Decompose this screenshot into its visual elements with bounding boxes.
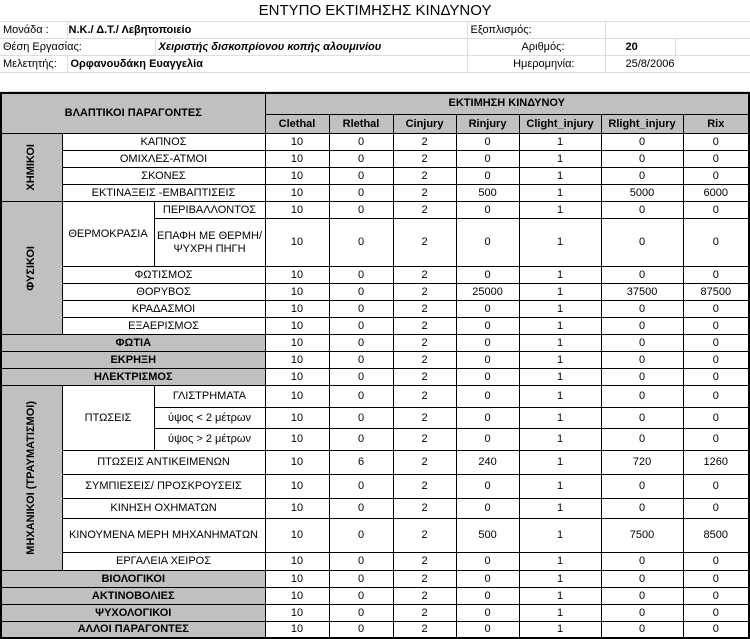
- table-row: [1, 318, 749, 335]
- value-cell[interactable]: 1: [519, 168, 601, 185]
- value-cell[interactable]: 10: [265, 369, 329, 386]
- unit-value[interactable]: Ν.Κ./ Δ.Τ./ Λεβητοποιείο: [67, 21, 467, 38]
- value-cell[interactable]: 2: [393, 284, 456, 301]
- subgroup-temperature: ΘΕΡΜΟΚΡΑΣΙΑ: [62, 202, 154, 267]
- value-cell[interactable]: 0: [683, 301, 749, 318]
- value-cell[interactable]: 1: [519, 185, 601, 202]
- factors-header: ΒΛΑΠΤΙΚΟΙ ΠΑΡΑΓΟΝΤΕΣ: [1, 93, 265, 134]
- value-cell[interactable]: 2: [393, 202, 456, 219]
- value-cell[interactable]: 2: [393, 301, 456, 318]
- value-cell[interactable]: 1: [519, 622, 601, 638]
- value-cell[interactable]: 1: [519, 352, 601, 369]
- value-cell[interactable]: 1: [519, 519, 601, 553]
- value-cell[interactable]: 0: [683, 429, 749, 451]
- value-cell[interactable]: 1: [519, 408, 601, 429]
- table-row: [1, 151, 749, 168]
- value-cell[interactable]: 0: [329, 499, 393, 519]
- value-cell[interactable]: 0: [456, 151, 519, 168]
- value-cell[interactable]: 10: [265, 301, 329, 318]
- value-cell[interactable]: 10: [265, 571, 329, 588]
- value-cell[interactable]: 10: [265, 588, 329, 605]
- equipment-value[interactable]: [605, 21, 750, 38]
- factor-label: ύψος > 2 μέτρων: [154, 429, 265, 451]
- factor-label: ΠΤΩΣΕΙΣ ΑΝΤΙΚΕΙΜΕΝΩΝ: [62, 451, 265, 475]
- value-cell[interactable]: 0: [601, 386, 683, 408]
- value-cell[interactable]: 0: [329, 352, 393, 369]
- number-value[interactable]: 20: [605, 38, 675, 55]
- value-cell[interactable]: 2: [393, 352, 456, 369]
- value-cell[interactable]: 1: [519, 301, 601, 318]
- value-cell[interactable]: 0: [456, 134, 519, 151]
- value-cell[interactable]: 87500: [683, 284, 749, 301]
- value-cell[interactable]: 0: [683, 408, 749, 429]
- value-cell[interactable]: 2: [393, 185, 456, 202]
- value-cell[interactable]: 0: [329, 605, 393, 622]
- position-value[interactable]: Χειριστής δισκοπρίονου κοπής αλουμινίου: [155, 38, 467, 55]
- number-label: Αριθμός:: [467, 38, 605, 55]
- value-cell[interactable]: 0: [683, 499, 749, 519]
- factor-label: ΠΕΡΙΒΑΛΛΟΝΤΟΣ: [154, 202, 265, 219]
- table-row: [1, 553, 749, 571]
- table-row: [1, 185, 749, 202]
- factor-label: ΗΛΕΚΤΡΙΣΜΟΣ: [1, 369, 265, 386]
- value-cell[interactable]: 0: [683, 605, 749, 622]
- value-cell[interactable]: 0: [683, 622, 749, 638]
- value-cell[interactable]: 0: [601, 571, 683, 588]
- value-cell[interactable]: 0: [329, 284, 393, 301]
- value-cell[interactable]: 10: [265, 318, 329, 335]
- value-cell[interactable]: 0: [601, 622, 683, 638]
- value-cell[interactable]: 0: [683, 571, 749, 588]
- value-cell[interactable]: 0: [456, 369, 519, 386]
- value-cell[interactable]: 2: [393, 168, 456, 185]
- value-cell[interactable]: 10: [265, 605, 329, 622]
- value-cell[interactable]: 0: [601, 301, 683, 318]
- value-cell[interactable]: 10: [265, 386, 329, 408]
- value-cell[interactable]: 2: [393, 219, 456, 267]
- value-cell[interactable]: 1: [519, 134, 601, 151]
- value-cell[interactable]: 0: [601, 267, 683, 284]
- table-row: [1, 202, 749, 219]
- value-cell[interactable]: 0: [456, 301, 519, 318]
- value-cell[interactable]: 0: [456, 499, 519, 519]
- table-row: [1, 588, 749, 605]
- date-value[interactable]: 25/8/2006: [605, 55, 750, 72]
- value-cell[interactable]: 10: [265, 408, 329, 429]
- value-cell[interactable]: 0: [456, 622, 519, 638]
- value-cell[interactable]: 2: [393, 151, 456, 168]
- value-cell[interactable]: 0: [456, 202, 519, 219]
- factor-label: ΒΙΟΛΟΓΙΚΟΙ: [1, 571, 265, 588]
- value-cell[interactable]: 0: [683, 168, 749, 185]
- value-cell[interactable]: 0: [601, 168, 683, 185]
- column-header: Rlethal: [329, 115, 393, 134]
- value-cell[interactable]: 0: [329, 622, 393, 638]
- value-cell[interactable]: 7500: [601, 519, 683, 553]
- value-cell[interactable]: 0: [601, 553, 683, 571]
- value-cell[interactable]: 0: [329, 134, 393, 151]
- table-row: [1, 499, 749, 519]
- group-physical: ΦΥΣΙΚΟΙ: [1, 202, 62, 335]
- value-cell[interactable]: 0: [329, 475, 393, 499]
- table-row: [1, 369, 749, 386]
- column-header: Clight_injury: [519, 115, 601, 134]
- factor-label: ΑΛΛΟΙ ΠΑΡΑΓΟΝΤΕΣ: [1, 622, 265, 638]
- value-cell[interactable]: 0: [329, 219, 393, 267]
- table-row: [1, 267, 749, 284]
- equipment-label: Εξοπλισμός:: [467, 21, 605, 38]
- value-cell[interactable]: 2: [393, 386, 456, 408]
- value-cell[interactable]: 0: [329, 571, 393, 588]
- value-cell[interactable]: 0: [456, 168, 519, 185]
- table-row: [1, 519, 749, 553]
- factor-label: ύψος < 2 μέτρων: [154, 408, 265, 429]
- factor-label: ΓΛΙΣΤΡΗΜΑΤΑ: [154, 386, 265, 408]
- value-cell[interactable]: 2: [393, 553, 456, 571]
- value-cell[interactable]: 0: [329, 588, 393, 605]
- value-cell[interactable]: 10: [265, 352, 329, 369]
- value-cell[interactable]: 0: [601, 134, 683, 151]
- factor-label: ΕΚΡΗΞΗ: [1, 352, 265, 369]
- value-cell[interactable]: 2: [393, 429, 456, 451]
- value-cell[interactable]: 2: [393, 369, 456, 386]
- value-cell[interactable]: 0: [601, 408, 683, 429]
- value-cell[interactable]: 0: [601, 369, 683, 386]
- value-cell[interactable]: 10: [265, 335, 329, 352]
- value-cell[interactable]: 2: [393, 588, 456, 605]
- factor-label: ΕΞΑΕΡΙΣΜΟΣ: [62, 318, 265, 335]
- value-cell[interactable]: 0: [683, 219, 749, 267]
- factor-label: ΟΜΙΧΛΕΣ-ΑΤΜΟΙ: [62, 151, 265, 168]
- table-row: [1, 335, 749, 352]
- value-cell[interactable]: 0: [456, 588, 519, 605]
- value-cell[interactable]: 0: [456, 605, 519, 622]
- table-row: [1, 134, 749, 151]
- factor-label: ΣΥΜΠΙΕΣΕΙΣ/ ΠΡΟΣΚΡΟΥΣΕΙΣ: [62, 475, 265, 499]
- value-cell[interactable]: 0: [601, 202, 683, 219]
- value-cell[interactable]: 10: [265, 429, 329, 451]
- column-header: Clethal: [265, 115, 329, 134]
- value-cell[interactable]: 2: [393, 499, 456, 519]
- value-cell[interactable]: 1: [519, 605, 601, 622]
- researcher-value[interactable]: Ορφανουδάκη Ευαγγελία: [67, 55, 467, 72]
- value-cell[interactable]: 2: [393, 408, 456, 429]
- value-cell[interactable]: 0: [683, 352, 749, 369]
- factor-label: ΚΙΝΟΥΜΕΝΑ ΜΕΡΗ ΜΗΧΑΝΗΜΑΤΩΝ: [62, 519, 265, 553]
- value-cell[interactable]: 0: [456, 429, 519, 451]
- value-cell[interactable]: 25000: [456, 284, 519, 301]
- value-cell[interactable]: 500: [456, 185, 519, 202]
- value-cell[interactable]: 0: [683, 151, 749, 168]
- value-cell[interactable]: 0: [456, 475, 519, 499]
- value-cell[interactable]: 0: [456, 553, 519, 571]
- table-row: [1, 605, 749, 622]
- value-cell[interactable]: 0: [329, 369, 393, 386]
- factor-label: ΕΡΓΑΛΕΙΑ ΧΕΙΡΟΣ: [62, 553, 265, 571]
- factor-label: ΑΚΤΙΝΟΒΟΛΙΕΣ: [1, 588, 265, 605]
- value-cell[interactable]: 0: [329, 335, 393, 352]
- subgroup-falls: ΠΤΩΣΕΙΣ: [62, 386, 154, 451]
- value-cell[interactable]: 0: [329, 519, 393, 553]
- value-cell[interactable]: 0: [329, 553, 393, 571]
- table-row: [1, 475, 749, 499]
- value-cell[interactable]: 2: [393, 318, 456, 335]
- value-cell[interactable]: 1: [519, 335, 601, 352]
- factor-label: ΨΥΧΟΛΟΓΙΚΟΙ: [1, 605, 265, 622]
- value-cell[interactable]: 500: [456, 519, 519, 553]
- value-cell[interactable]: 0: [329, 318, 393, 335]
- value-cell[interactable]: 10: [265, 151, 329, 168]
- factor-label: ΕΠΑΦΗ ΜΕ ΘΕΡΜΗ/ ΨΥΧΡΗ ΠΗΓΗ: [154, 219, 265, 267]
- table-row: [1, 386, 749, 408]
- value-cell[interactable]: 10: [265, 202, 329, 219]
- value-cell[interactable]: 1: [519, 571, 601, 588]
- value-cell[interactable]: 10: [265, 622, 329, 638]
- value-cell[interactable]: 0: [329, 151, 393, 168]
- value-cell[interactable]: 0: [456, 408, 519, 429]
- value-cell[interactable]: 6000: [683, 185, 749, 202]
- column-header: Rinjury: [456, 115, 519, 134]
- value-cell[interactable]: 2: [393, 519, 456, 553]
- factor-label: ΕΚΤΙΝΑΞΕΙΣ -ΕΜΒΑΠΤΙΣΕΙΣ: [62, 185, 265, 202]
- value-cell[interactable]: 1: [519, 475, 601, 499]
- table-row: [1, 571, 749, 588]
- value-cell[interactable]: 0: [601, 335, 683, 352]
- value-cell[interactable]: 720: [601, 451, 683, 475]
- value-cell[interactable]: 0: [601, 151, 683, 168]
- value-cell[interactable]: 1: [519, 318, 601, 335]
- value-cell[interactable]: 0: [683, 386, 749, 408]
- value-cell[interactable]: 1: [519, 451, 601, 475]
- value-cell[interactable]: 0: [683, 369, 749, 386]
- value-cell[interactable]: 10: [265, 185, 329, 202]
- factor-label: ΚΡΑΔΑΣΜΟΙ: [62, 301, 265, 318]
- factor-label: ΚΑΠΝΟΣ: [62, 134, 265, 151]
- table-row: [1, 352, 749, 369]
- column-header: Rix: [683, 115, 749, 134]
- value-cell[interactable]: 2: [393, 335, 456, 352]
- value-cell[interactable]: 0: [601, 318, 683, 335]
- value-cell[interactable]: 0: [683, 553, 749, 571]
- group-mechanical: ΜΗΧΑΝΙΚΟΙ (ΤΡΑΥΜΑΤΙΣΜΟΙ): [1, 386, 62, 571]
- value-cell[interactable]: 1: [519, 151, 601, 168]
- value-cell[interactable]: 0: [601, 429, 683, 451]
- table-row: [1, 451, 749, 475]
- value-cell[interactable]: 0: [456, 267, 519, 284]
- value-cell[interactable]: 10: [265, 475, 329, 499]
- factor-label: ΦΩΤΙΣΜΟΣ: [62, 267, 265, 284]
- value-cell[interactable]: 2: [393, 134, 456, 151]
- value-cell[interactable]: 10: [265, 267, 329, 284]
- value-cell[interactable]: 2: [393, 475, 456, 499]
- value-cell[interactable]: 0: [456, 335, 519, 352]
- value-cell[interactable]: 10: [265, 219, 329, 267]
- value-cell[interactable]: 1: [519, 202, 601, 219]
- value-cell[interactable]: 0: [683, 335, 749, 352]
- value-cell[interactable]: 1: [519, 284, 601, 301]
- value-cell[interactable]: 0: [456, 571, 519, 588]
- value-cell[interactable]: 0: [329, 202, 393, 219]
- value-cell[interactable]: 0: [683, 267, 749, 284]
- group-chemical: ΧΗΜΙΚΟΙ: [1, 134, 62, 202]
- value-cell[interactable]: 8500: [683, 519, 749, 553]
- value-cell[interactable]: 10: [265, 499, 329, 519]
- position-label: Θέση Εργασίας:: [0, 38, 155, 55]
- value-cell[interactable]: 1: [519, 588, 601, 605]
- column-header: Rlight_injury: [601, 115, 683, 134]
- researcher-label: Μελετητής:: [0, 55, 67, 72]
- value-cell[interactable]: 1: [519, 369, 601, 386]
- value-cell[interactable]: 0: [601, 605, 683, 622]
- value-cell[interactable]: 1260: [683, 451, 749, 475]
- value-cell[interactable]: 1: [519, 267, 601, 284]
- value-cell[interactable]: 0: [329, 185, 393, 202]
- value-cell[interactable]: 1: [519, 499, 601, 519]
- value-cell[interactable]: 5000: [601, 185, 683, 202]
- value-cell[interactable]: 1: [519, 386, 601, 408]
- factor-label: ΦΩΤΙΑ: [1, 335, 265, 352]
- value-cell[interactable]: 10: [265, 451, 329, 475]
- value-cell[interactable]: 10: [265, 519, 329, 553]
- value-cell[interactable]: 2: [393, 571, 456, 588]
- value-cell[interactable]: 10: [265, 168, 329, 185]
- value-cell[interactable]: 0: [329, 408, 393, 429]
- value-cell[interactable]: 0: [601, 475, 683, 499]
- value-cell[interactable]: 0: [601, 219, 683, 267]
- value-cell[interactable]: 2: [393, 451, 456, 475]
- value-cell[interactable]: 0: [683, 475, 749, 499]
- value-cell[interactable]: 6: [329, 451, 393, 475]
- estimation-header: ΕΚΤΙΜΗΣΗ ΚΙΝΔΥΝΟΥ: [265, 93, 749, 115]
- value-cell[interactable]: 0: [601, 352, 683, 369]
- unit-label: Μονάδα :: [0, 21, 67, 38]
- value-cell[interactable]: 1: [519, 429, 601, 451]
- value-cell[interactable]: 240: [456, 451, 519, 475]
- value-cell[interactable]: 0: [329, 429, 393, 451]
- value-cell[interactable]: 1: [519, 553, 601, 571]
- value-cell[interactable]: 1: [519, 219, 601, 267]
- value-cell[interactable]: 0: [456, 318, 519, 335]
- table-row: [1, 168, 749, 185]
- value-cell[interactable]: 0: [329, 386, 393, 408]
- value-cell[interactable]: 0: [329, 267, 393, 284]
- value-cell[interactable]: 0: [683, 202, 749, 219]
- table-row: [1, 301, 749, 318]
- value-cell[interactable]: 2: [393, 605, 456, 622]
- value-cell[interactable]: 0: [601, 588, 683, 605]
- value-cell[interactable]: 0: [329, 168, 393, 185]
- value-cell[interactable]: 0: [329, 301, 393, 318]
- value-cell[interactable]: 0: [683, 588, 749, 605]
- factor-label: ΣΚΟΝΕΣ: [62, 168, 265, 185]
- value-cell[interactable]: 0: [456, 352, 519, 369]
- value-cell[interactable]: 2: [393, 622, 456, 638]
- factor-label: ΘΟΡΥΒΟΣ: [62, 284, 265, 301]
- column-header: Cinjury: [393, 115, 456, 134]
- value-cell[interactable]: 0: [683, 134, 749, 151]
- value-cell[interactable]: 0: [456, 386, 519, 408]
- value-cell[interactable]: 2: [393, 267, 456, 284]
- value-cell[interactable]: 10: [265, 134, 329, 151]
- value-cell[interactable]: 37500: [601, 284, 683, 301]
- value-cell[interactable]: 0: [456, 219, 519, 267]
- form-title: ΕΝΤΥΠΟ ΕΚΤΙΜΗΣΗΣ ΚΙΝΔΥΝΟΥ: [0, 0, 750, 21]
- value-cell[interactable]: 10: [265, 284, 329, 301]
- form-header: [0, 0, 750, 92]
- value-cell[interactable]: 0: [683, 318, 749, 335]
- date-label: Ημερομηνία:: [467, 55, 605, 72]
- table-row: [1, 284, 749, 301]
- risk-assessment-table: [0, 92, 750, 639]
- value-cell[interactable]: 0: [601, 499, 683, 519]
- table-row: [1, 622, 749, 638]
- factor-label: ΚΙΝΗΣΗ ΟΧΗΜΑΤΩΝ: [62, 499, 265, 519]
- value-cell[interactable]: 10: [265, 553, 329, 571]
